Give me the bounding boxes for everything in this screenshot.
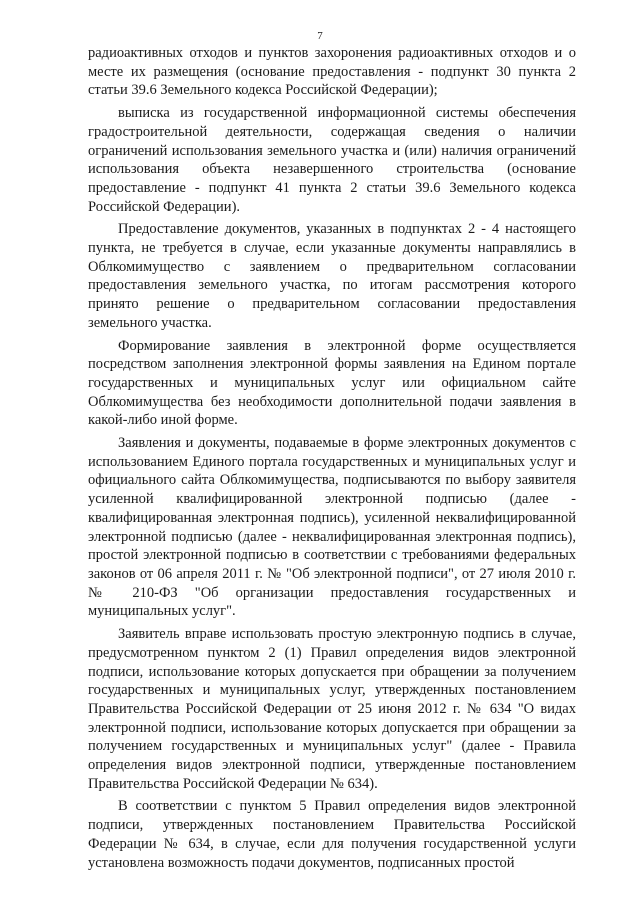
document-body [88,44,576,876]
paragraph-continuation: радиоактивных отходов и пунктов захоронения радиоактивных отходов и о месте их размещения (основание предоставления - подпункт 30 пункта 2 статьи 39.6 Земельного кодекса Российской Федерации); [88,45,576,99]
paragraph-documents-not-required: Предоставление документов, указанных в подпунктах 2 - 4 настоящего пункта, не требуется в случае, если указанные документы направлялись в Облкомимущество с заявлением о предварительном согласовании предоставления земельного участка, по итогам рассмотрения которого принято решение о предварительном согласовании предоставления земельного участка. [88,221,576,331]
page-number: 7 [317,30,323,42]
paragraph-electronic-signature: Заявления и документы, подаваемые в форме электронных документов с использованием Единого портала государственных и муниципальных услуг и официального сайта Облкомимущества, подписываются по выбору заявителя усиленной квалифицированной электронной подписью (далее - квалифицированная электронная подпись), усиленной неквалифицированной электронной подписью (далее - неквалифицированная электронная подпись), простой электронной подписью в соответствии с требованиями федеральных законов от 06 апреля 2011 г. № "Об электронной подписи", от 27 июля 2010 г. № 210-ФЗ "Об организации предоставления государственных и муниципальных услуг". [88,435,576,620]
paragraph-gisogd-extract: выписка из государственной информационной системы обеспечения градостроительной деятельности, содержащая сведения о наличии ограничений использования земельного участка и (или) наличия ограничений использования объекта незавершенного строительства (основание предоставление - подпункт 41 пункта 2 статьи 39.6 Земельного кодекса Российской Федерации). [88,105,576,215]
paragraph-rules-point-5: В соответствии с пунктом 5 Правил определения видов электронной подписи, утвержденных постановлением Правительства Российской Федерации № 634, в случае, если для получения государственной услуги установлена возможность подачи документов, подписанных простой [88,798,576,871]
paragraph-simple-signature: Заявитель вправе использовать простую электронную подпись в случае, предусмотренном пунктом 2 (1) Правил определения видов электронной подписи, использование которых допускается при обращении за получением государственных и муниципальных услуг, утвержденных постановлением Правительства Российской Федерации от 25 июня 2012 г. № 634 "О видах электронной подписи, использование которых допускается при обращении за получением государственных и муниципальных услуг" (далее - Правила определения видов электронной подписи, утвержденные постановлением Правительства Российской Федерации № 634). [88,626,576,792]
paragraph-electronic-form: Формирование заявления в электронной форме осуществляется посредством заполнения электронной формы заявления на Едином портале государственных и муниципальных услуг или официальном сайте Облкомимущества без необходимости дополнительной подачи заявления в какой-либо иной форме. [88,337,576,429]
